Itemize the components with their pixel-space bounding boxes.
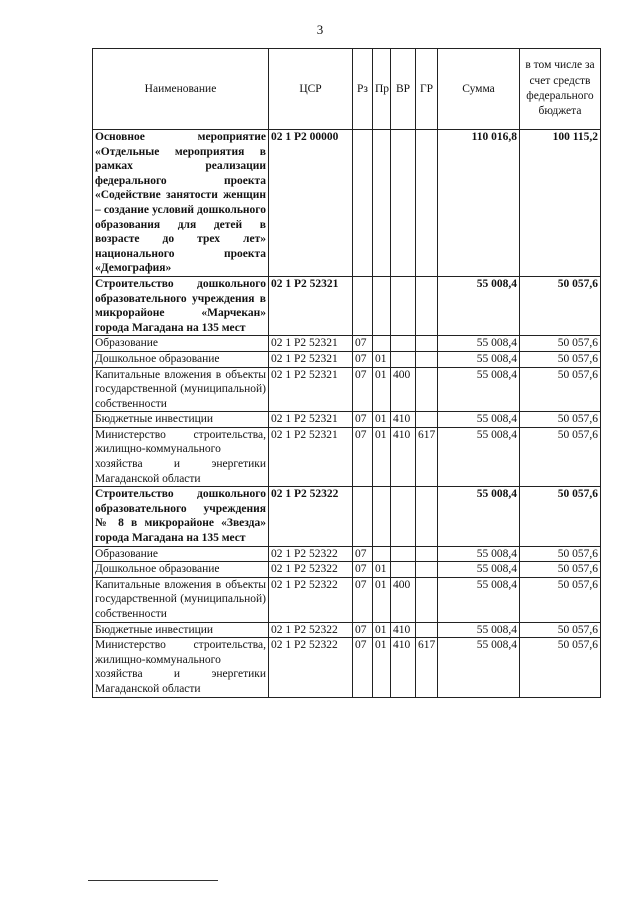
row-rz: 07 [353,546,373,562]
row-sum: 55 008,4 [438,276,520,335]
row-federal: 50 057,6 [520,336,601,352]
row-csr: 02 1 P2 52321 [269,276,353,335]
row-csr: 02 1 P2 52321 [269,336,353,352]
row-pr: 01 [373,367,391,412]
table-row [93,130,601,277]
row-vr [391,336,416,352]
row-pr: 01 [373,351,391,367]
row-pr [373,130,391,277]
row-name: Образование [93,336,269,352]
row-vr: 400 [391,367,416,412]
row-vr: 410 [391,638,416,697]
row-federal: 50 057,6 [520,367,601,412]
row-gr [416,351,438,367]
row-rz: 07 [353,638,373,697]
row-rz: 07 [353,336,373,352]
row-name: Министерство строительства, жилищно-коммунального хозяйства и энергетики Магаданской области [93,427,269,486]
row-csr: 02 1 P2 52321 [269,412,353,428]
row-name: Министерство строительства, жилищно-коммунального хозяйства и энергетики Магаданской области [93,638,269,697]
row-name: Бюджетные инвестиции [93,622,269,638]
row-name: Образование [93,546,269,562]
header-sum: Сумма [438,49,520,130]
row-csr: 02 1 P2 52322 [269,546,353,562]
row-sum: 110 016,8 [438,130,520,277]
row-csr: 02 1 P2 52321 [269,351,353,367]
row-pr: 01 [373,577,391,622]
row-rz: 07 [353,367,373,412]
row-gr [416,276,438,335]
row-federal: 50 057,6 [520,412,601,428]
row-rz: 07 [353,622,373,638]
row-csr: 02 1 P2 52321 [269,367,353,412]
table-row [93,487,601,546]
row-sum: 55 008,4 [438,546,520,562]
table-row [93,336,601,352]
row-csr: 02 1 P2 52322 [269,638,353,697]
row-pr [373,546,391,562]
header-pr: Пр [373,49,391,130]
table-row [93,546,601,562]
row-vr [391,276,416,335]
row-federal: 50 057,6 [520,562,601,578]
row-pr: 01 [373,412,391,428]
footnote-divider [88,880,218,881]
row-gr [416,546,438,562]
header-csr: ЦСР [269,49,353,130]
row-gr: 617 [416,427,438,486]
row-pr: 01 [373,638,391,697]
row-rz: 07 [353,351,373,367]
row-pr: 01 [373,562,391,578]
row-sum: 55 008,4 [438,412,520,428]
table-row [93,427,601,486]
row-vr [391,487,416,546]
row-federal: 50 057,6 [520,351,601,367]
row-vr: 410 [391,412,416,428]
row-federal: 50 057,6 [520,427,601,486]
table-row [93,412,601,428]
row-sum: 55 008,4 [438,351,520,367]
row-pr [373,276,391,335]
row-gr [416,577,438,622]
row-federal: 50 057,6 [520,577,601,622]
row-sum: 55 008,4 [438,577,520,622]
row-gr [416,130,438,277]
row-name: Капитальные вложения в объекты государственной (муниципальной) собственности [93,367,269,412]
row-gr [416,367,438,412]
row-gr [416,487,438,546]
header-vr: ВР [391,49,416,130]
row-gr [416,412,438,428]
row-federal: 50 057,6 [520,622,601,638]
header-gr: ГР [416,49,438,130]
header-name: Наименование [93,49,269,130]
row-federal: 100 115,2 [520,130,601,277]
row-pr: 01 [373,427,391,486]
row-gr [416,336,438,352]
row-sum: 55 008,4 [438,622,520,638]
row-sum: 55 008,4 [438,367,520,412]
row-csr: 02 1 P2 52322 [269,562,353,578]
row-federal: 50 057,6 [520,276,601,335]
row-vr: 410 [391,622,416,638]
row-rz: 07 [353,412,373,428]
row-name: Бюджетные инвестиции [93,412,269,428]
row-pr [373,487,391,546]
row-pr: 01 [373,622,391,638]
row-name: Дошкольное образование [93,562,269,578]
row-federal: 50 057,6 [520,638,601,697]
row-pr [373,336,391,352]
table-row [93,638,601,697]
row-csr: 02 1 P2 52322 [269,622,353,638]
header-rz: Рз [353,49,373,130]
row-vr [391,130,416,277]
table-row [93,276,601,335]
row-rz: 07 [353,427,373,486]
table-row [93,351,601,367]
table-header-row [93,49,601,130]
row-csr: 02 1 P2 00000 [269,130,353,277]
row-sum: 55 008,4 [438,638,520,697]
row-sum: 55 008,4 [438,487,520,546]
row-name: Капитальные вложения в объекты государственной (муниципальной) собственности [93,577,269,622]
row-csr: 02 1 P2 52321 [269,427,353,486]
row-sum: 55 008,4 [438,427,520,486]
row-vr: 410 [391,427,416,486]
budget-table [92,48,601,698]
table-row [93,367,601,412]
row-name: Дошкольное образование [93,351,269,367]
row-rz [353,487,373,546]
row-csr: 02 1 P2 52322 [269,577,353,622]
row-federal: 50 057,6 [520,487,601,546]
row-name: Строительство дошкольного образовательного учреждения в микрорайоне «Марчекан» города Магадана на 135 мест [93,276,269,335]
row-csr: 02 1 P2 52322 [269,487,353,546]
row-vr [391,546,416,562]
row-name: Основное мероприятие «Отдельные мероприятия в рамках реализации федерального проекта «Содействие занятости женщин – создание условий дошкольного образования для детей в возрасте до трех лет» национального проекта «Демография» [93,130,269,277]
row-vr: 400 [391,577,416,622]
row-rz [353,130,373,277]
row-vr [391,351,416,367]
row-gr: 617 [416,638,438,697]
table-row [93,562,601,578]
row-federal: 50 057,6 [520,546,601,562]
row-gr [416,622,438,638]
table-row [93,622,601,638]
header-federal: в том числе за счет средств федерального бюджета [520,49,601,130]
row-name: Строительство дошкольного образовательного учреждения № 8 в микрорайоне «Звезда» города Магадана на 135 мест [93,487,269,546]
row-rz [353,276,373,335]
row-sum: 55 008,4 [438,562,520,578]
row-rz: 07 [353,562,373,578]
page-number: 3 [316,22,324,37]
row-rz: 07 [353,577,373,622]
row-sum: 55 008,4 [438,336,520,352]
row-vr [391,562,416,578]
table-row [93,577,601,622]
row-gr [416,562,438,578]
